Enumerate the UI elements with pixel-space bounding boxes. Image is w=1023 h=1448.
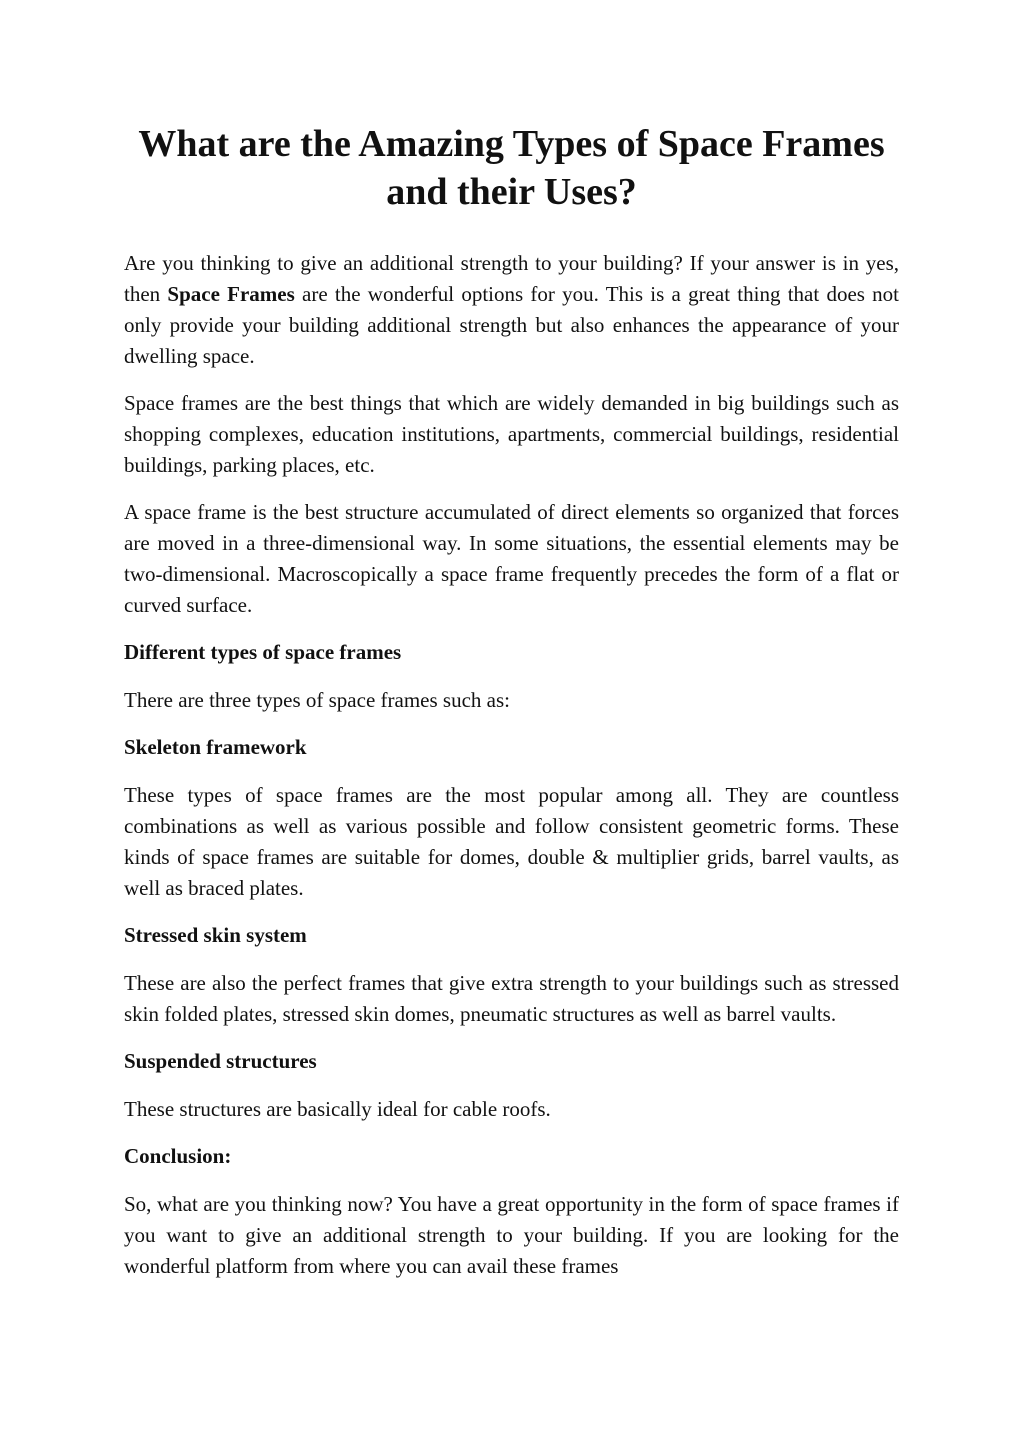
document-title: What are the Amazing Types of Space Frames and their Uses? (138, 123, 885, 213)
paragraph-suspended: These structures are basically ideal for cable roofs. (124, 1097, 551, 1121)
paragraph-definition: A space frame is the best structure accumulated of direct elements so organized that forces are moved in a three-dimensional way. In some situations, the essential elements may be two-dimensional. Macroscopically a space frame frequently precedes the form of a flat or curved surface. (124, 500, 899, 617)
paragraph-buildings: Space frames are the best things that which are widely demanded in big buildings such as shopping complexes, education institutions, apartments, commercial buildings, residential buildings, parking places, etc. (124, 391, 899, 477)
paragraph-stressed: These are also the perfect frames that give extra strength to your buildings such as stressed skin folded plates, stressed skin domes, pneumatic structures as well as barrel vaults. (124, 971, 899, 1026)
paragraph-types-intro: There are three types of space frames such as: (124, 688, 510, 712)
heading-conclusion: Conclusion: (124, 1144, 232, 1168)
document-page (124, 120, 899, 1298)
intro-text-before: Are you thinking to give an additional strength to your building? If your answer is in yes, then (124, 251, 899, 306)
intro-text-after: are the wonderful options for you. This is a great thing that does not only provide your building additional strength but also enhances the appearance of your dwelling space. (124, 282, 900, 368)
space-frames-bold: Space Frames (167, 282, 295, 306)
heading-suspended: Suspended structures (124, 1049, 317, 1073)
paragraph-conclusion: So, what are you thinking now? You have a great opportunity in the form of space frames if you want to give an additional strength to your building. If you are looking for the wonderful platform from where you can avail these frames (124, 1192, 899, 1278)
heading-skeleton: Skeleton framework (124, 735, 307, 759)
paragraph-skeleton: These types of space frames are the most popular among all. They are countless combinations as well as various possible and follow consistent geometric forms. These kinds of space frames are suitable for domes, double & multiplier grids, barrel vaults, as well as braced plates. (124, 783, 899, 900)
heading-types: Different types of space frames (124, 640, 402, 664)
heading-stressed: Stressed skin system (124, 923, 307, 947)
intro-paragraph (124, 248, 899, 372)
